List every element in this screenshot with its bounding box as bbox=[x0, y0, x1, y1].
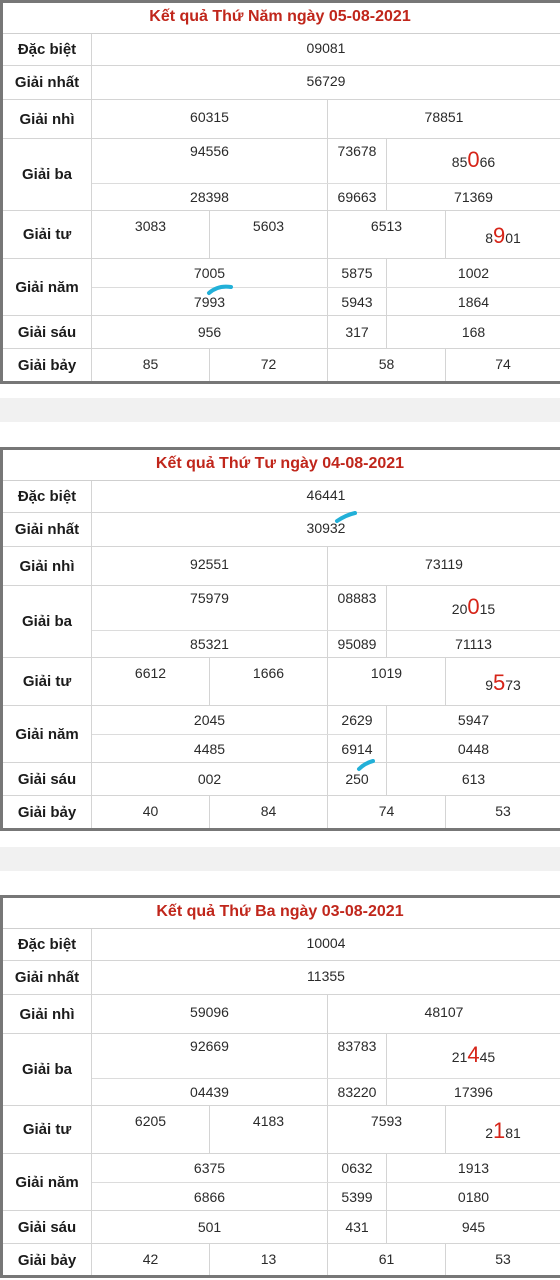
highlight-suffix: 66 bbox=[479, 154, 496, 170]
prize-giai-ba-3-highlight bbox=[387, 147, 560, 173]
prize-giai-nam-2: 2629 bbox=[341, 712, 373, 728]
prize-giai-nam-1: 6375 bbox=[193, 1160, 226, 1176]
prize-giai-nam-6: 1864 bbox=[457, 294, 490, 310]
prize-giai-ba-2: 83783 bbox=[337, 1038, 377, 1054]
prize-giai-bay-1: 42 bbox=[142, 1251, 159, 1267]
board-title: Kết quả Thứ Năm ngày 05-08-2021 bbox=[0, 0, 560, 34]
prize-giai-nam-1: 7005 bbox=[193, 265, 226, 281]
highlight-suffix: 15 bbox=[479, 601, 496, 617]
board-title: Kết quả Thứ Ba ngày 03-08-2021 bbox=[0, 895, 560, 929]
prize-giai-bay-1: 85 bbox=[142, 356, 159, 372]
label-giai-ba: Giải ba bbox=[3, 139, 92, 210]
label-giai-sau: Giải sáu bbox=[3, 763, 92, 795]
label-giai-sau: Giải sáu bbox=[3, 316, 92, 348]
prize-giai-bay-2: 72 bbox=[260, 356, 277, 372]
result-board bbox=[0, 895, 560, 1278]
prize-dac-biet-value: 09081 bbox=[306, 40, 346, 56]
prize-giai-ba-6: 71369 bbox=[454, 189, 493, 205]
row-giai-nam bbox=[0, 259, 560, 316]
row-giai-sau bbox=[0, 1211, 560, 1244]
row-giai-sau bbox=[0, 316, 560, 349]
prize-giai-nhat-value: 56729 bbox=[306, 73, 346, 89]
prize-giai-bay-1: 40 bbox=[142, 803, 159, 819]
row-giai-tu bbox=[0, 658, 560, 706]
prize-giai-bay-2: 13 bbox=[260, 1251, 277, 1267]
highlight-prefix: 2 bbox=[485, 1125, 493, 1141]
prize-giai-tu-1: 3083 bbox=[134, 218, 167, 234]
prize-giai-ba-1: 75979 bbox=[190, 590, 229, 606]
label-giai-tu: Giải tư bbox=[3, 1106, 92, 1153]
prize-giai-nhi-2: 78851 bbox=[424, 109, 464, 125]
prize-giai-nam-3: 1002 bbox=[457, 265, 490, 281]
label-giai-nhi: Giải nhì bbox=[3, 100, 92, 138]
prize-giai-nhat-value: 30932 bbox=[306, 520, 346, 536]
row-giai-nhi bbox=[0, 100, 560, 139]
highlight-prefix: 21 bbox=[451, 1049, 468, 1065]
prize-giai-nam-2: 0632 bbox=[341, 1160, 373, 1176]
label-giai-nhat: Giải nhất bbox=[3, 66, 92, 99]
prize-giai-ba-4: 85321 bbox=[190, 636, 229, 652]
prize-giai-nhi-1: 60315 bbox=[190, 109, 229, 125]
prize-giai-nhi-1: 59096 bbox=[190, 1004, 229, 1020]
prize-giai-sau-3: 945 bbox=[461, 1219, 486, 1235]
label-giai-tu: Giải tư bbox=[3, 211, 92, 258]
prize-giai-bay-3: 74 bbox=[378, 803, 395, 819]
row-giai-bay bbox=[0, 1244, 560, 1277]
label-giai-nhat: Giải nhất bbox=[3, 513, 92, 546]
row-dac-biet bbox=[0, 34, 560, 66]
label-giai-ba: Giải ba bbox=[3, 1034, 92, 1105]
row-giai-nhi bbox=[0, 995, 560, 1034]
prize-giai-bay-3: 61 bbox=[378, 1251, 395, 1267]
highlight-prefix: 8 bbox=[485, 230, 493, 246]
prize-giai-sau-3: 613 bbox=[461, 771, 486, 787]
prize-giai-sau-2: 431 bbox=[345, 1219, 369, 1235]
prize-giai-ba-5: 95089 bbox=[337, 636, 377, 652]
row-giai-nhat bbox=[0, 66, 560, 100]
separator-band bbox=[0, 847, 560, 871]
row-giai-bay bbox=[0, 349, 560, 382]
highlight-digit: 0 bbox=[467, 594, 480, 619]
prize-giai-nam-1: 2045 bbox=[193, 712, 226, 728]
row-giai-nam bbox=[0, 1154, 560, 1211]
prize-giai-ba-1: 94556 bbox=[190, 143, 229, 159]
prize-giai-nam-5: 5399 bbox=[341, 1189, 373, 1205]
prize-giai-nhi-2: 73119 bbox=[425, 556, 463, 572]
row-dac-biet bbox=[0, 929, 560, 961]
prize-giai-tu-4-highlight bbox=[446, 223, 560, 249]
prize-dac-biet-value: 10004 bbox=[306, 935, 346, 951]
row-giai-nhi bbox=[0, 547, 560, 586]
prize-giai-tu-1: 6612 bbox=[134, 665, 167, 681]
prize-giai-ba-2: 08883 bbox=[337, 590, 377, 606]
label-giai-tu: Giải tư bbox=[3, 658, 92, 705]
row-giai-ba bbox=[0, 1034, 560, 1106]
prize-giai-ba-3-highlight bbox=[387, 594, 560, 620]
highlight-suffix: 81 bbox=[505, 1125, 521, 1141]
prize-giai-nam-4: 7993 bbox=[193, 294, 226, 310]
prize-giai-tu-2: 4183 bbox=[252, 1113, 285, 1129]
prize-giai-ba-5: 83220 bbox=[337, 1084, 377, 1100]
prize-giai-sau-1: 956 bbox=[197, 324, 222, 340]
prize-giai-sau-2: 250 bbox=[345, 771, 369, 787]
separator-band bbox=[0, 398, 560, 422]
label-dac-biet: Đặc biệt bbox=[3, 929, 92, 960]
prize-giai-tu-2: 1666 bbox=[252, 665, 285, 681]
label-giai-nam: Giải năm bbox=[3, 1154, 92, 1210]
label-dac-biet: Đặc biệt bbox=[3, 481, 92, 512]
prize-giai-bay-4: 53 bbox=[495, 803, 511, 819]
label-giai-nam: Giải năm bbox=[3, 259, 92, 315]
result-board bbox=[0, 0, 560, 384]
pen-mark bbox=[334, 510, 358, 524]
row-giai-nam bbox=[0, 706, 560, 763]
label-giai-nhi: Giải nhì bbox=[3, 995, 92, 1033]
prize-giai-nam-3: 5947 bbox=[457, 712, 490, 728]
prize-giai-ba-6: 71113 bbox=[455, 636, 492, 652]
prize-giai-tu-3: 6513 bbox=[370, 218, 403, 234]
prize-giai-tu-4-highlight bbox=[446, 670, 560, 696]
prize-giai-nam-3: 1913 bbox=[457, 1160, 490, 1176]
row-giai-bay bbox=[0, 796, 560, 829]
prize-giai-nam-5: 5943 bbox=[341, 294, 373, 310]
row-giai-tu bbox=[0, 211, 560, 259]
highlight-prefix: 20 bbox=[451, 601, 468, 617]
label-giai-nhi: Giải nhì bbox=[3, 547, 92, 585]
label-giai-sau: Giải sáu bbox=[3, 1211, 92, 1243]
prize-giai-ba-1: 92669 bbox=[190, 1038, 229, 1054]
row-giai-nhat bbox=[0, 961, 560, 995]
row-giai-ba bbox=[0, 139, 560, 211]
prize-giai-sau-1: 501 bbox=[197, 1219, 222, 1235]
highlight-digit: 0 bbox=[467, 147, 480, 172]
result-board bbox=[0, 447, 560, 831]
prize-giai-ba-2: 73678 bbox=[337, 143, 377, 159]
prize-giai-sau-1: 002 bbox=[197, 771, 222, 787]
row-giai-tu bbox=[0, 1106, 560, 1154]
prize-giai-ba-6: 17396 bbox=[454, 1084, 493, 1100]
prize-giai-sau-2: 317 bbox=[345, 324, 369, 340]
prize-giai-bay-4: 74 bbox=[495, 356, 511, 372]
highlight-suffix: 45 bbox=[479, 1049, 496, 1065]
row-giai-sau bbox=[0, 763, 560, 796]
highlight-suffix: 73 bbox=[505, 677, 521, 693]
prize-giai-ba-5: 69663 bbox=[337, 189, 377, 205]
highlight-prefix: 85 bbox=[451, 154, 468, 170]
prize-giai-nam-2: 5875 bbox=[341, 265, 373, 281]
label-giai-bay: Giải bảy bbox=[3, 1244, 92, 1277]
prize-giai-nam-6: 0180 bbox=[457, 1189, 490, 1205]
label-giai-nam: Giải năm bbox=[3, 706, 92, 762]
label-giai-ba: Giải ba bbox=[3, 586, 92, 657]
pen-mark bbox=[206, 283, 234, 297]
prize-giai-tu-4-highlight bbox=[446, 1118, 560, 1144]
prize-giai-tu-1: 6205 bbox=[134, 1113, 167, 1129]
highlight-digit: 9 bbox=[492, 223, 506, 248]
prize-giai-bay-3: 58 bbox=[378, 356, 395, 372]
prize-giai-nam-4: 4485 bbox=[193, 741, 226, 757]
prize-giai-bay-4: 53 bbox=[495, 1251, 511, 1267]
row-giai-ba bbox=[0, 586, 560, 658]
prize-giai-nhi-1: 92551 bbox=[190, 556, 229, 572]
prize-giai-bay-2: 84 bbox=[260, 803, 277, 819]
pen-mark bbox=[356, 758, 376, 772]
row-dac-biet bbox=[0, 481, 560, 513]
prize-giai-tu-3: 1019 bbox=[370, 665, 403, 681]
label-giai-bay: Giải bảy bbox=[3, 796, 92, 829]
prize-giai-ba-4: 28398 bbox=[190, 189, 229, 205]
label-giai-nhat: Giải nhất bbox=[3, 961, 92, 994]
prize-giai-tu-3: 7593 bbox=[370, 1113, 403, 1129]
prize-giai-ba-3-highlight bbox=[387, 1042, 560, 1068]
prize-giai-nam-6: 0448 bbox=[457, 741, 490, 757]
label-giai-bay: Giải bảy bbox=[3, 349, 92, 382]
highlight-digit: 1 bbox=[492, 1118, 506, 1143]
highlight-digit: 5 bbox=[492, 670, 506, 695]
prize-giai-nam-5: 6914 bbox=[341, 741, 373, 757]
highlight-suffix: 01 bbox=[505, 230, 521, 246]
prize-giai-ba-4: 04439 bbox=[190, 1084, 229, 1100]
row-giai-nhat bbox=[0, 513, 560, 547]
highlight-prefix: 9 bbox=[485, 677, 493, 693]
label-dac-biet: Đặc biệt bbox=[3, 34, 92, 65]
highlight-digit: 4 bbox=[467, 1042, 480, 1067]
prize-giai-sau-3: 168 bbox=[461, 324, 486, 340]
prize-giai-nhat-value: 11355 bbox=[307, 968, 345, 984]
board-title: Kết quả Thứ Tư ngày 04-08-2021 bbox=[0, 447, 560, 481]
prize-giai-nam-4: 6866 bbox=[193, 1189, 226, 1205]
prize-dac-biet-value: 46441 bbox=[306, 487, 346, 503]
prize-giai-nhi-2: 48107 bbox=[424, 1004, 464, 1020]
prize-giai-tu-2: 5603 bbox=[252, 218, 285, 234]
